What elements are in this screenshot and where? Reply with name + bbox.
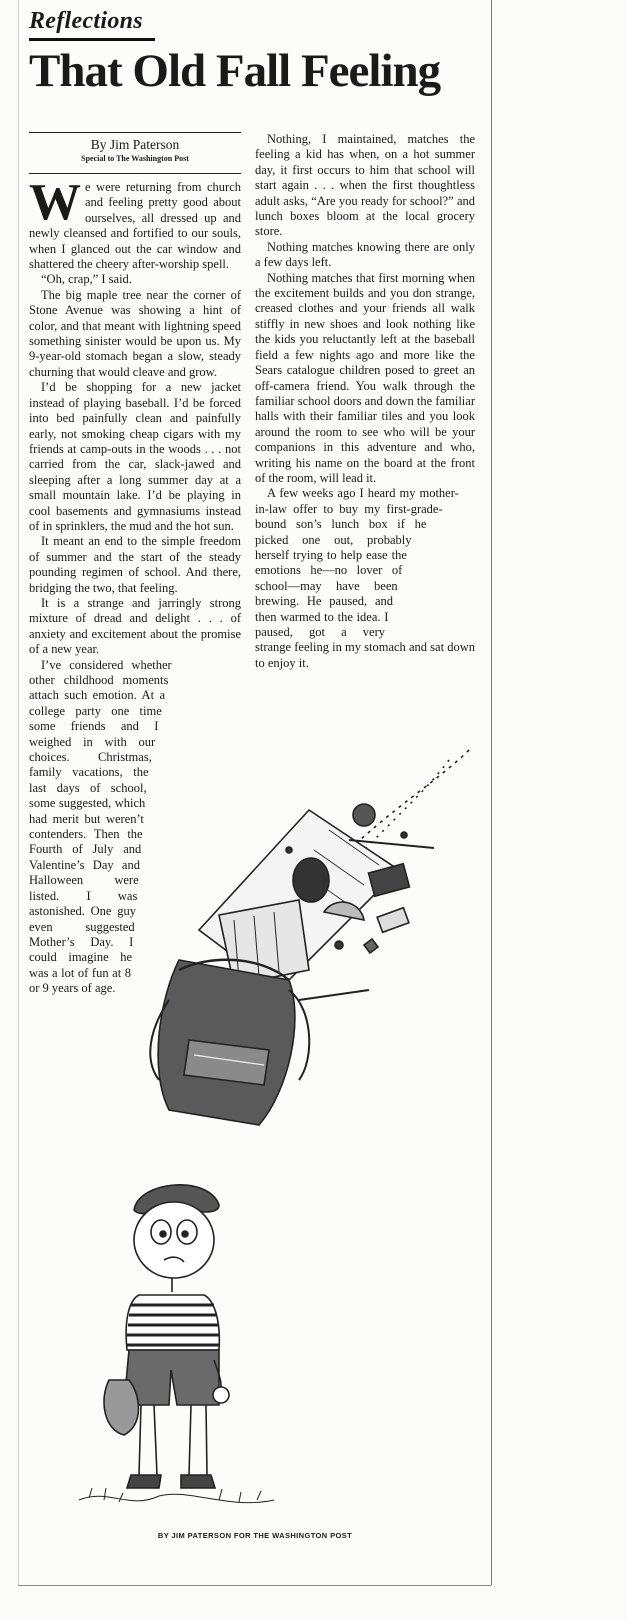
paragraph: I’ve considered whether other childhood moments attach such emotion. At a college party one time some friends and I weighed in with our choices. Christmas, family vacations, the last days of school, some suggested, which had merit but weren’t contenders. Then the Fourth of July and Valentine’s Day and Halloween were listed. I was astonished. One guy even suggested Mother’s Day. I could imagine he was a lot of fun at 8 or 9 years of age.	[29, 657, 172, 996]
byline-box	[29, 132, 241, 174]
art-credit: BY JIM PATERSON FOR THE WASHINGTON POST	[157, 1531, 353, 1540]
paragraph: Nothing, I maintained, matches the feeling a kid has when, on a hot summer day, it first occurs to him that school will start again . . . when the first thoughtless adult asks, “Are you ready for school?” and lunch boxes bloom at the local grocery store.	[255, 132, 475, 239]
article-column-2	[255, 132, 475, 671]
section-kicker: Reflections	[29, 8, 143, 34]
paragraph: Nothing matches that first morning when the excitement builds and you don strange, creased clothes and your friends all walk stiffly in new shoes and look nothing like the kids you reluctantly left at the baseball field a few nights ago and more like the Sears catalogue children posed to greet an off-camera friend. You walk through the familiar school doors and down the familiar halls with their familiar tiles and you look around the room to see who will be your companions in this adventure and who, writing his name on the board at the front of the room, will lead it.	[255, 270, 475, 485]
paragraph: It meant an end to the simple freedom of summer and the start of the steady pounding regimen of school. And there, bridging the two, that feeling.	[29, 534, 241, 595]
paragraph-wrap	[255, 486, 475, 671]
backpack-illustration	[139, 740, 484, 1140]
byline-credit: Special to The Washington Post	[81, 154, 189, 163]
kicker-rule	[29, 38, 155, 41]
byline: By Jim Paterson	[90, 137, 180, 152]
paragraph: Nothing matches knowing there are only a few days left.	[255, 239, 475, 270]
drop-cap: W	[29, 174, 81, 231]
page-bottom-rule	[18, 1585, 491, 1586]
paragraph: It is a strange and jarringly strong mixture of dread and delight . . . of anxiety and excitement about the promise of a new year.	[29, 595, 241, 657]
paragraph: “Oh, crap,” I said.	[41, 272, 132, 287]
paragraph: We were returning from church and feeling pretty good about ourselves, all dressed up and newly cleansed and fortified to our souls, when I glanced out the car window and shattered the cheery after-worship spell.	[29, 174, 241, 272]
headline: That Old Fall Feeling	[29, 45, 441, 97]
boy-illustration	[69, 1170, 279, 1520]
paragraph: A few weeks ago I heard my mother-in-law offer to buy my first-grade-bound son’s lunch box if he picked one out, probably herself trying to help ease the emotions he—no lover of school—may have been brewing. He paused, and then warmed to the idea. I paused, got a very strange feeling in my stomach and sat down to enjoy it.	[255, 486, 475, 670]
paragraph: The big maple tree near the corner of Stone Avenue was showing a hint of color, and that meant with lightning speed something sinister would be upon us. My 9-year-old stomach began a slow, steady churning that would cleave and grow.	[29, 287, 241, 379]
newspaper-clipping	[18, 0, 492, 1585]
paragraph: I’d be shopping for a new jacket instead of playing baseball. I’d be forced into bed painfully clean and painfully early, not smoking cheap cigars with my friends at camp-outs in the woods . . . not carried from the car, slack-jawed and sleeping after a long summer day at a small mountain lake. I’d be playing in cool basements and gymnasiums instead of in sprinklers, the mud and the hot sun.	[29, 380, 241, 533]
